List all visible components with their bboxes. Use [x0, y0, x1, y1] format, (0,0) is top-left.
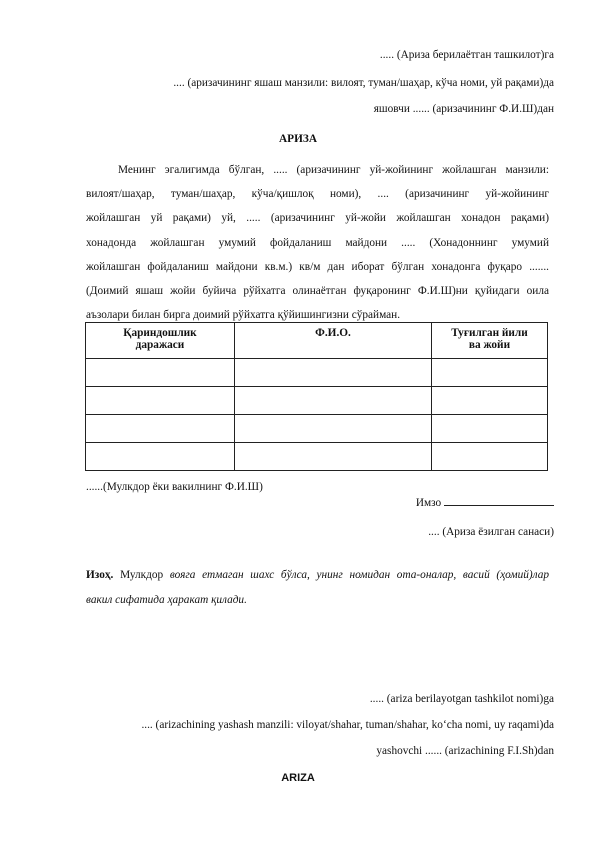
header-birth-line1: Туғилган йили	[451, 327, 528, 339]
table-cell[interactable]	[235, 387, 432, 415]
table-cell[interactable]	[432, 443, 548, 471]
address-line-cyr: .... (аризачининг яшаш манзили: вилоят, туман/шаҳар, кўча номи, уй рақами)да	[173, 77, 554, 89]
body-line-1: Менинг эгалигимда бўлган, ..... (аризачининг уй-жойининг жойлашган манзили:	[118, 164, 549, 176]
note-label: Изоҳ.	[86, 569, 114, 581]
table-row	[86, 443, 548, 471]
family-members-table	[85, 322, 548, 471]
note-italic-1: вояга етмаган шахс бўлса, унинг номидан ота-оналар, васий (ҳомий)лар	[169, 569, 550, 581]
table-cell[interactable]	[86, 415, 235, 443]
owner-name-label: ......(Мулкдор ёки вакилнинг Ф.И.Ш)	[86, 481, 263, 493]
table-cell[interactable]	[235, 415, 432, 443]
signature-field[interactable]	[416, 495, 554, 509]
body-line-5: жойлашган фойдаланиш майдони кв.м.) кв/м дан иборат бўлган хонадонга фуқаро .......	[86, 261, 549, 273]
document-title-cyr: АРИЗА	[279, 133, 317, 145]
note-italic-2: вакил сифатида ҳаракат қилади.	[86, 594, 247, 606]
table-cell[interactable]	[235, 359, 432, 387]
header-relationship-line1: Қариндошлик	[123, 327, 197, 339]
header-birth	[432, 323, 548, 359]
body-line-7: аъзолари билан бирга доимий рўйхатга қўйишингизни сўрайман.	[86, 309, 401, 321]
note-line-1	[86, 569, 549, 581]
header-birth-line2: ва жойи	[468, 339, 511, 351]
applicant-line-cyr: яшовчи ...... (аризачининг Ф.И.Ш)дан	[373, 103, 554, 115]
signature-line	[444, 495, 554, 506]
table-row	[86, 359, 548, 387]
table-cell[interactable]	[432, 359, 548, 387]
body-line-2: вилоят/шаҳар, туман/шаҳар, кўча/қишлоқ номи), .... (аризачининг уй-жойининг	[86, 188, 549, 200]
body-line-3: жойлашган уй рақами) уй, ..... (аризачининг уй-жойи жойлашган хонадон рақами)	[86, 212, 549, 224]
date-label: .... (Ариза ёзилган санаси)	[428, 526, 554, 538]
body-line-6: (Доимий яшаш жойи буйича рўйхатга олинаётган фуқаронинг Ф.И.Ш)ни қуйидаги оила	[86, 285, 549, 297]
address-line-lat: .... (arizachining yashash manzili: viloyat/shahar, tuman/shahar, ko‘cha nomi, uy raqami)da	[141, 719, 554, 731]
applicant-line-lat: yashovchi ...... (arizachining F.I.Sh)dan	[376, 745, 554, 757]
header-relationship-line2: даражаси	[135, 339, 185, 351]
signature-label: Имзо	[415, 497, 442, 509]
header-relationship	[86, 323, 235, 359]
table-cell[interactable]	[86, 359, 235, 387]
table-cell[interactable]	[86, 387, 235, 415]
table-cell[interactable]	[432, 387, 548, 415]
recipient-line-lat: ..... (ariza berilayotgan tashkilot nomi)ga	[369, 693, 554, 705]
note-owner-word: Мулкдор	[120, 569, 164, 581]
table-cell[interactable]	[235, 443, 432, 471]
table-row	[86, 387, 548, 415]
note-line-2	[86, 594, 247, 606]
header-full-name: Ф.И.О.	[235, 323, 432, 359]
table-header-row	[86, 323, 548, 359]
table-row	[86, 415, 548, 443]
body-line-4: хонадонда жойлашган умумий фойдаланиш майдони ..... (Хонадоннинг умумий	[86, 237, 549, 249]
recipient-line-cyr: ..... (Ариза берилаётган ташкилот)га	[379, 49, 554, 61]
document-title-lat: ARIZA	[281, 772, 315, 784]
table-cell[interactable]	[86, 443, 235, 471]
table-cell[interactable]	[432, 415, 548, 443]
